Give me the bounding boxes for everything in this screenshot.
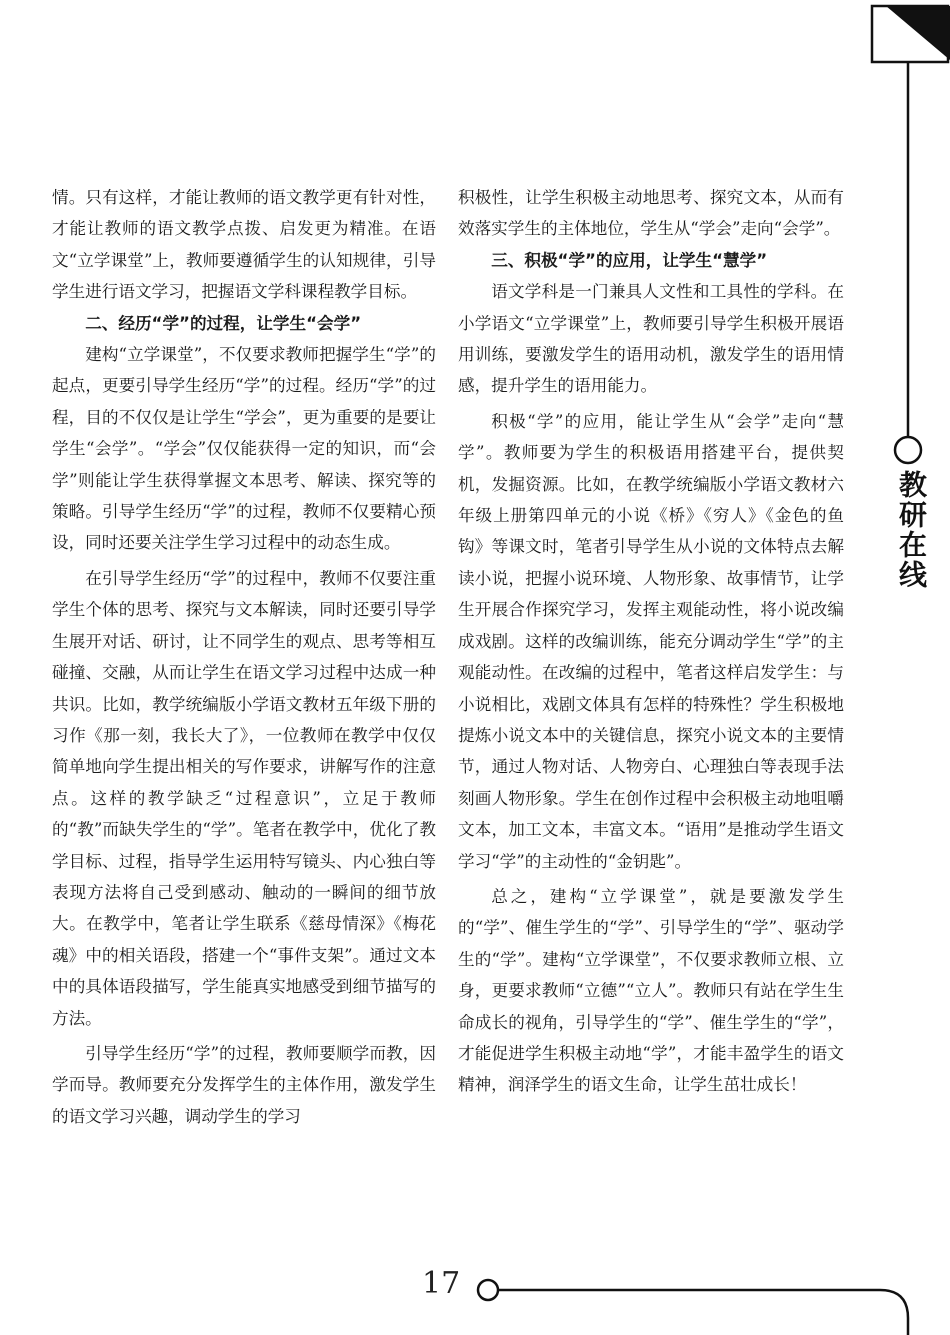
page-number-circle-icon (478, 1280, 498, 1300)
bottom-rule (498, 1290, 908, 1335)
paragraph: 引导学生经历“学”的过程，教师要顺学而教，因学而导。教师要充分发挥学生的主体作用，激发学生的语文学习兴趣，调动学生的学习 (52, 1043, 436, 1126)
paragraph: 总之，建构“立学课堂”，就是要激发学生的“学”、催生学生的“学”、引导学生的“学”、驱动学生的“学”。建构“立学课堂”，不仅要求教师立根、立身，更要求教师“立德”“立人”。教师只有站在学生生命成长的视角，引导学生的“学”、催生学生的“学”，才能促进学生积极主动地“学”，才能丰盈学生的语文精神，润泽学生的语文生命，让学生茁壮成长！ (458, 886, 844, 1095)
paragraph: 建构“立学课堂”，不仅要求教师把握学生“学”的起点，更要引导学生经历“学”的过程。经历“学”的过程，目的不仅仅是让学生“学会”，更为重要的是要让学生“会学”。“学会”仅仅能获得一定的知识，而“会学”则能让学生获得掌握文本思考、解读、探究等的策略。引导学生经历“学”的过程，教师不仅要精心预设，同时还要关注学生学习过程中的动态生成。 (52, 345, 436, 553)
right-column (458, 182, 844, 1101)
section-circle-icon (895, 437, 921, 463)
paragraph: 在引导学生经历“学”的过程中，教师不仅要注重学生个体的思考、探究与文本解读，同时还要引导学生展开对话、研讨，让不同学生的观点、思考等相互碰撞、交融，从而让学生在语文学习过程中达成一种共识。比如，教学统编版小学语文教材五年级下册的习作《那一刻，我长大了》，一位教师在教学中仅仅简单地向学生提出相关的写作要求，讲解写作的注意点。这样的教学缺乏“过程意识”，立足于教师的“教”而缺失学生的“学”。笔者在教学中，优化了教学目标、过程，指导学生运用特写镜头、内心独白等表现方法将自己受到感动、触动的一瞬间的细节放大。在教学中，笔者让学生联系《慈母情深》《梅花魂》中的相关语段，搭建一个“事件支架”。通过文本中的具体语段描写，学生能真实地感受到细节描写的方法。 (52, 568, 436, 1028)
section-label: 教研在线 (895, 470, 928, 590)
corner-triangle-icon (872, 6, 950, 62)
page-number: 17 (422, 1266, 461, 1301)
left-column (52, 182, 436, 1132)
paragraph: 积极性，让学生积极主动地思考、探究文本，从而有效落实学生的主体地位，学生从“学会”走向“会学”。 (458, 188, 844, 239)
section-heading-2: 二、经历“学”的过程，让学生“会学” (85, 313, 362, 333)
paragraph: 积极“学”的应用，能让学生从“会学”走向“慧学”。教师要为学生的积极语用搭建平台，提供契机，发掘资源。比如，在教学统编版小学语文教材六年级上册第四单元的小说《桥》《穷人》《金色的鱼钩》等课文时，笔者引导学生从小说的文体特点去解读小说，把握小说环境、人物形象、故事情节，让学生开展合作探究学习，发挥主观能动性，将小说改编成戏剧。这样的改编训练，能充分调动学生“学”的主观能动性。在改编的过程中，笔者这样启发学生：与小说相比，戏剧文体具有怎样的特殊性？学生积极地提炼小说文本中的关键信息，探究小说文本的主要情节，通过人物对话、人物旁白、心理独白等表现手法刻画人物形象。学生在创作过程中会积极主动地咀嚼文本，加工文本，丰富文本。“语用”是推动学生语文学习“学”的主动性的“金钥匙”。 (458, 411, 844, 871)
paragraph: 情。只有这样，才能让教师的语文教学更有针对性，才能让教师的语文教学点拨、启发更为精准。在语文“立学课堂”上，教师要遵循学生的认知规律，引导学生进行语文学习，把握语文学科课程教学目标。 (52, 188, 436, 302)
section-heading-3: 三、积极“学”的应用，让学生“慧学” (491, 250, 768, 270)
paragraph: 语文学科是一门兼具人文性和工具性的学科。在小学语文“立学课堂”上，教师要引导学生积极开展语用训练，要激发学生的语用动机，激发学生的语用情感，提升学生的语用能力。 (458, 282, 844, 396)
